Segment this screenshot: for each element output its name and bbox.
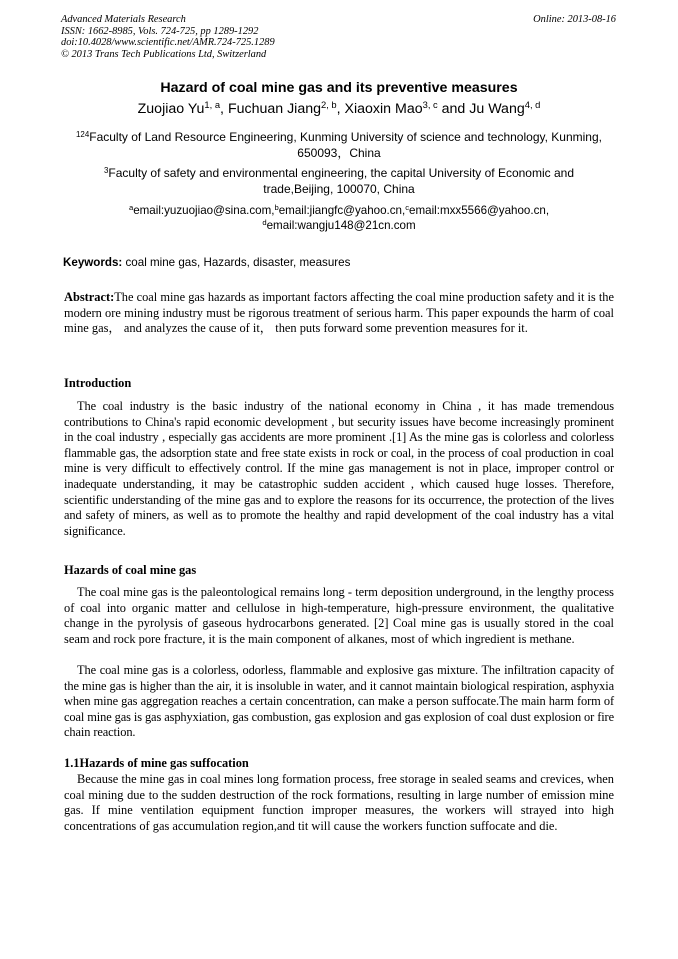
author-sep: , xyxy=(336,101,345,117)
subsection-heading-suffocation: 1.1Hazards of mine gas suffocation xyxy=(64,756,249,770)
author-name: Xiaoxin Mao xyxy=(344,101,423,117)
keywords-label: Keywords: xyxy=(63,256,123,269)
affiliation-line: 650093，China xyxy=(297,145,381,160)
keywords-text: coal mine gas, Hazards, disaster, measures xyxy=(122,256,351,269)
abstract xyxy=(64,290,614,337)
affiliation-sup: 124 xyxy=(76,129,90,139)
hazards-paragraph-1: The coal mine gas is the paleontological remains long - term deposition underground, in the lengthy process of coal into organic matter and cellulose in high-temperature, high-pressure environment, the qualitative change in the pyrolysis of gaseous hydrocarbons generated. [2] Coal mine gas is usually stored in the coal seam and rock pore fracture, it is the main component of alkanes, most of which ingredient is methane. xyxy=(64,585,614,646)
author-name: Ju Wang xyxy=(469,101,525,117)
email-c: email:mxx5566@yahoo.cn, xyxy=(409,204,550,217)
author-list xyxy=(61,101,617,117)
author-sep: and xyxy=(437,101,470,117)
author-name: Fuchuan Jiang xyxy=(227,101,322,117)
journal-header xyxy=(61,14,275,60)
journal-name: Advanced Materials Research xyxy=(61,14,186,25)
abstract-label: Abstract: xyxy=(64,290,115,304)
author-sup: 4, d xyxy=(524,99,541,110)
email-b: email:jiangfc@yahoo.cn, xyxy=(278,204,406,217)
paper-title: Hazard of coal mine gas and its preventive measures xyxy=(160,80,518,96)
email-sup: a xyxy=(128,202,134,212)
email-a: email:yuzuojiao@sina.com, xyxy=(133,204,275,217)
abstract-text: The coal mine gas hazards as important factors affecting the coal mine production safety and it is the modern ore mining industry must be rigorous treatment of serious harm. This paper expounds the harm of coal mine gas， and analyzes the cause of it， then puts forward some prevention measures for it. xyxy=(64,290,614,336)
author-sep: , xyxy=(220,101,228,117)
email-sup: c xyxy=(405,202,410,212)
section-heading-introduction: Introduction xyxy=(64,376,132,390)
online-date: Online: 2013-08-16 xyxy=(533,14,616,25)
email-list xyxy=(61,203,617,233)
affiliation-line: trade,Beijing, 100070, China xyxy=(263,181,415,196)
author-sup: 2, b xyxy=(321,99,337,110)
doi-line: doi:10.4028/www.scientific.net/AMR.724-725.1289 xyxy=(61,37,275,49)
section-heading-hazards: Hazards of coal mine gas xyxy=(64,563,197,577)
author-sup: 1, a xyxy=(204,99,221,110)
keywords xyxy=(63,256,350,269)
email-sup: b xyxy=(274,202,279,212)
email-sup: d xyxy=(262,217,267,227)
affiliation-1 xyxy=(61,130,617,161)
author-sup: 3, c xyxy=(422,99,438,110)
suffocation-text: Because the mine gas in coal mines long formation process, free storage in sealed seams and crevices, when coal mining due to the sudden destruction of the rock formations, resulting in large number of emission mine gas. If mine ventilation equipment function improper measures, the workers will strayed into high concentrations of gas accumulation region,and tit will cause the workers function suffocate and die. xyxy=(64,772,614,833)
affiliation-sup: 3 xyxy=(104,165,109,175)
introduction-text: The coal industry is the basic industry of the national economy in China , it has made tremendous contributions to China's rapid economic development , but security issues have become increasingly prominent in the coal industry , especially gas accidents are more prominent .[1] As the mine gas is colorless and colorless flammable gas, the adsorption state and free state exists in rock or coal, in the process of coal production in coal mine is very difficult to effectively control. If the mine gas management is not in place, improper control or inadequate understanding, it may be catastrophic sudden accident , which caused huge losses. Therefore, scientific understanding of the mine gas and to explore the reasons for its occurrence, the protection of the lives and safety of miners, as well as to promote the healthy and rapid development of the coal industry has a vital significance. xyxy=(64,399,614,538)
hazards-paragraph-2: The coal mine gas is a colorless, odorless, flammable and explosive gas mixture. The infiltration capacity of the mine gas is higher than the air, it is insoluble in water, and it cannot maintain biological respiration, asphyxia when mine gas aggregation reaches a certain concentration, can make a person suffocate.The main harm form of coal mine gas is gas asphyxiation, gas combustion, gas explosion and gas explosion of coal dust explosion or fire chain reaction. xyxy=(64,663,614,740)
affiliation-2 xyxy=(61,166,617,197)
issn-line: ISSN: 1662-8985, Vols. 724-725, pp 1289-1292 xyxy=(61,25,259,37)
affiliation-line: Faculty of Land Resource Engineering, Kunming University of science and technology, Kunming, xyxy=(89,130,602,144)
email-d: email:wangju148@21cn.com xyxy=(266,219,416,232)
copyright-line: © 2013 Trans Tech Publications Ltd, Switzerland xyxy=(61,48,267,60)
author-name: Zuojiao Yu xyxy=(137,101,205,117)
affiliation-line: Faculty of safety and environmental engineering, the capital University of Economic and xyxy=(108,166,574,180)
